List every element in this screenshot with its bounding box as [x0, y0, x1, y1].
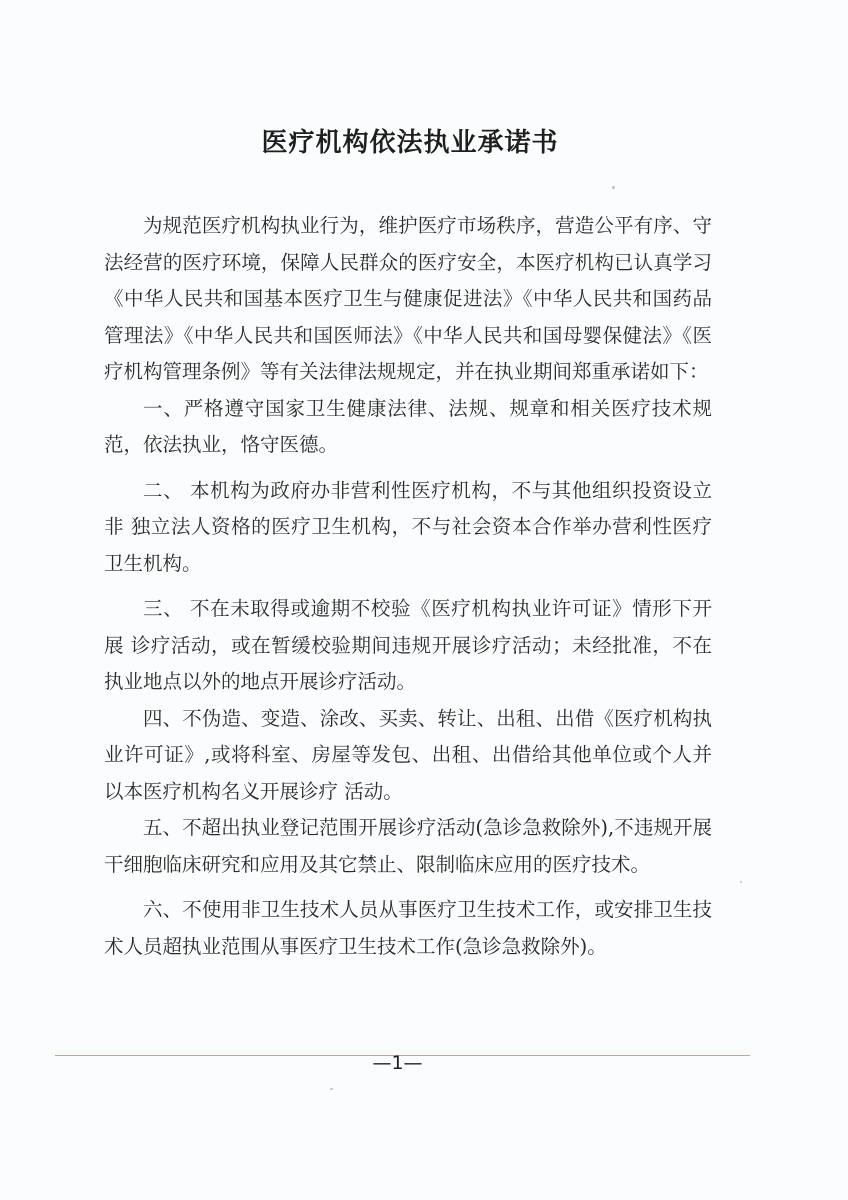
pledge-item-4: 四、不伪造、变造、涂改、买卖、转让、出租、出借《医疗机构执 业许可证》,或将科室、房屋等发包、出租、出借给其他单位或个人并以本医疗机构名义开展诊疗 活动。: [104, 706, 712, 803]
scan-speck: [612, 186, 615, 189]
pledge-item-5: 五、不超出执业登记范围开展诊疗活动(急诊急救除外),不违规开展干细胞临床研究和应用及其它禁止、限制临床应用的医疗技术。: [104, 816, 712, 876]
document-title: 医疗机构依法执业承诺书: [261, 128, 559, 158]
intro-paragraph: 为规范医疗机构执业行为，维护医疗市场秩序，营造公平有序、守 法经营的医疗环境，保障人民群众的医疗安全，本医疗机构已认真学习《中华人民共和国基本医疗卫生与健康促进法》《中华人民共和国药品管理法》《中华人民共和国医师法》《中华人民共和国母婴保健法》《医疗机构管理条例》等有关法律法规规定，并在执业期间郑重承诺如下：: [104, 214, 712, 383]
page-number: —1—: [372, 1052, 423, 1074]
scan-speck: [740, 881, 742, 883]
document-body: [104, 208, 712, 965]
pledge-item-2: 二、 本机构为政府办非营利性医疗机构，不与其他组织投资设立非 独立法人资格的医疗卫生机构，不与社会资本合作举办营利性医疗卫生机构。: [104, 478, 712, 575]
pledge-item-1: 一、严格遵守国家卫生健康法律、法规、规章和相关医疗技术规范，依法执业，恪守医德。: [104, 396, 712, 456]
pledge-item-3: 三、 不在未取得或逾期不校验《医疗机构执业许可证》情形下开展 诊疗活动，或在暂缓校验期间违规开展诊疗活动；未经批准，不在执业地点以外的地点开展诊疗活动。: [104, 597, 712, 693]
pledge-item-6: 六、不使用非卫生技术人员从事医疗卫生技术工作，或安排卫生技术人员超执业范围从事医疗卫生技术工作(急诊急救除外)。: [104, 898, 712, 958]
scan-speck: [330, 1088, 333, 1090]
